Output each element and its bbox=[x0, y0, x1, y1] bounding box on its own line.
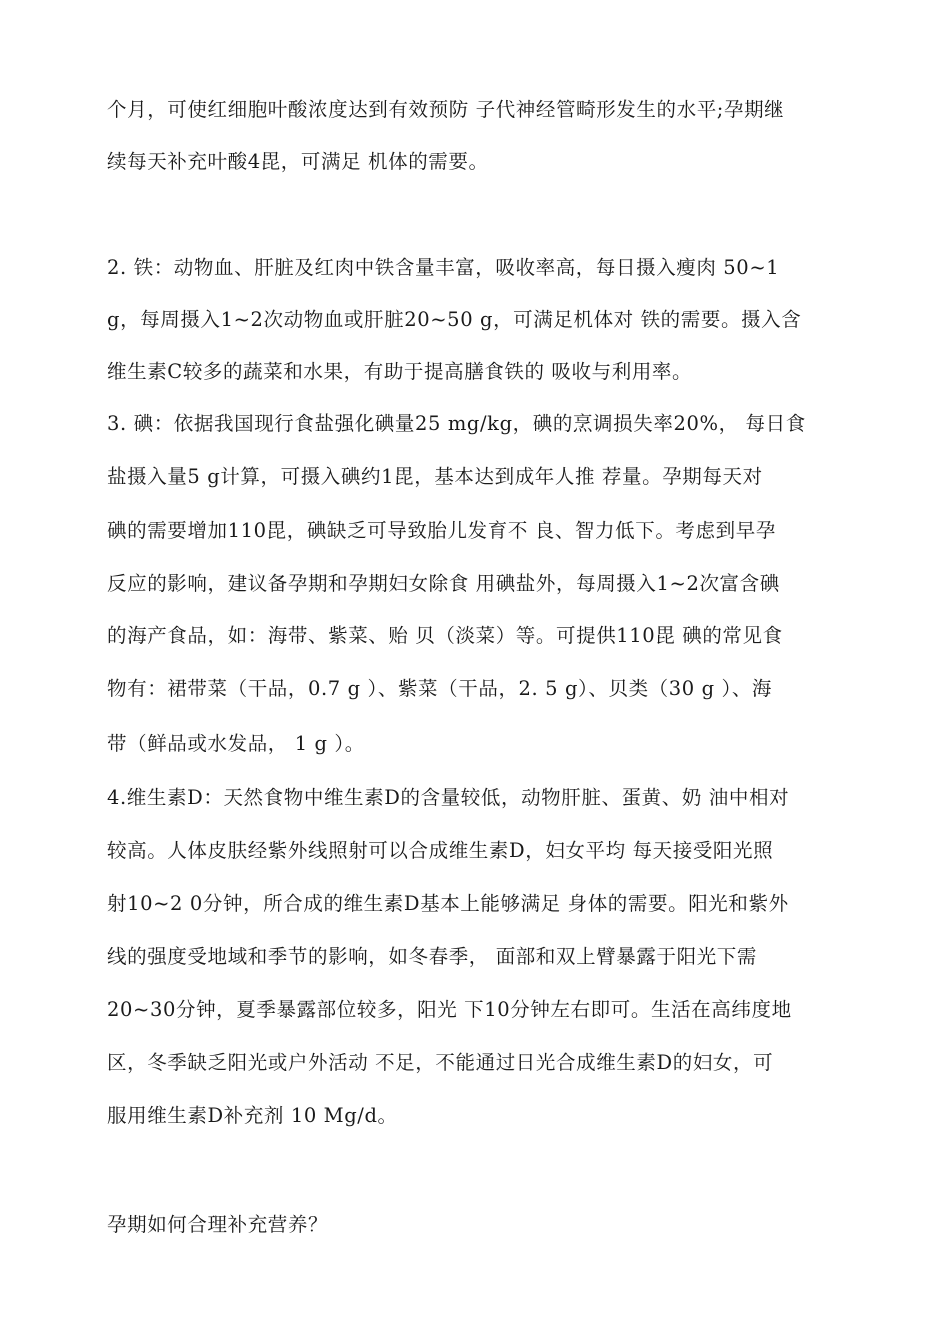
text-line: g，每周摄入1~2次动物血或肝脏20~50 g，可满足机体对 铁的需要。摄入含 bbox=[107, 308, 802, 331]
text-line: 线的强度受地域和季节的影响，如冬春季， 面部和双上臂暴露于阳光下需 bbox=[107, 945, 757, 968]
text-line: 区，冬季缺乏阳光或户外活动 不足，不能通过日光合成维生素D的妇女，可 bbox=[107, 1051, 774, 1074]
text-line: 反应的影响，建议备孕期和孕期妇女除食 用碘盐外，每周摄入1~2次富含碘 bbox=[107, 572, 780, 595]
section-heading: 孕期如何合理补充营养？ bbox=[107, 1213, 329, 1236]
text-line: 2. 铁：动物血、肝脏及红肉中铁含量丰富，吸收率高，每日摄入瘦肉 50~1 bbox=[107, 256, 780, 279]
text-line: 射10~2 0分钟，所合成的维生素D基本上能够满足 身体的需要。阳光和紫外 bbox=[107, 892, 789, 915]
text-line: 3. 碘：依据我国现行食盐强化碘量25 mg/kg，碘的烹调损失率20%， 每日食 bbox=[107, 412, 806, 435]
text-line: 服用维生素D补充剂 10 Mg/d。 bbox=[107, 1104, 398, 1127]
text-line: 维生素C较多的蔬菜和水果，有助于提高膳食铁的 吸收与利用率。 bbox=[107, 360, 693, 383]
text-line: 较高。人体皮肤经紫外线照射可以合成维生素D，妇女平均 每天接受阳光照 bbox=[107, 839, 774, 862]
text-line: 4.维生素D：天然食物中维生素D的含量较低，动物肝脏、蛋黄、奶 油中相对 bbox=[107, 786, 790, 809]
text-line: 盐摄入量5 g计算，可摄入碘约1毘，基本达到成年人推 荐量。孕期每天对 bbox=[107, 465, 763, 488]
text-line: 碘的需要增加110毘，碘缺乏可导致胎儿发育不 良、智力低下。考虑到早孕 bbox=[107, 519, 776, 542]
text-line: 物有：裙带菜（干品，0.7 g ）、紫菜（干品，2. 5 g）、贝类（30 g ）、海 bbox=[107, 677, 773, 700]
text-line: 的海产食品，如：海带、紫菜、贻 贝（淡菜）等。可提供110毘 碘的常见食 bbox=[107, 624, 783, 647]
text-line: 20~30分钟，夏季暴露部位较多，阳光 下10分钟左右即可。生活在高纬度地 bbox=[107, 998, 792, 1021]
text-line: 续每天补充叶酸4毘，可满足 机体的需要。 bbox=[107, 150, 489, 173]
text-line: 个月，可使红细胞叶酸浓度达到有效预防 子代神经管畸形发生的水平;孕期继 bbox=[107, 98, 785, 121]
text-line: 带（鲜品或水发品， 1 g ）。 bbox=[107, 732, 365, 755]
